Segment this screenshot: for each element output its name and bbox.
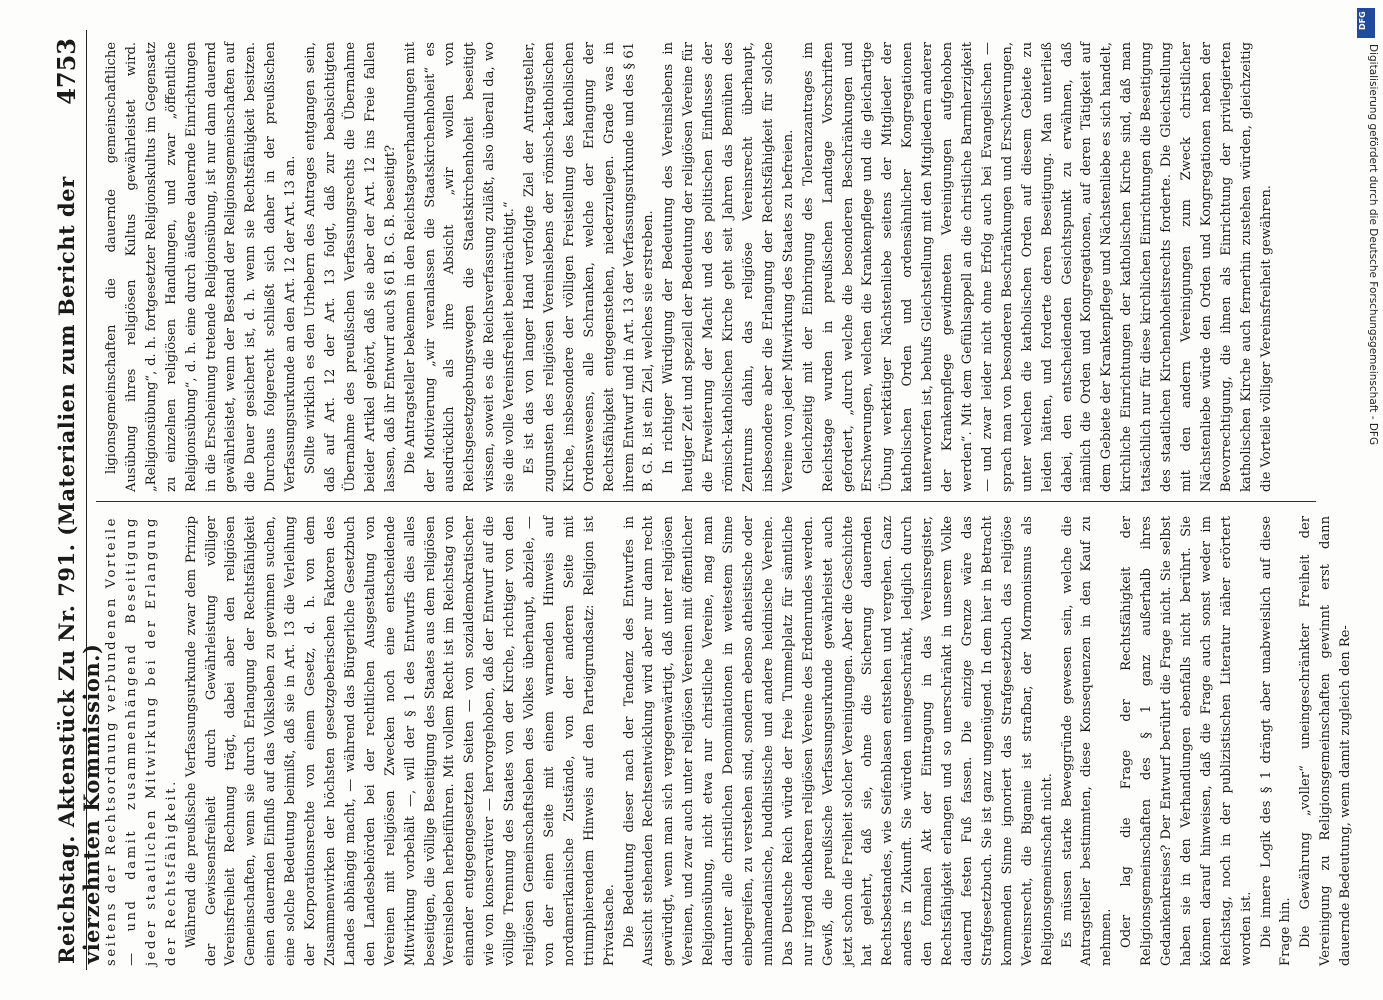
dfg-logo-text: DFG	[1358, 11, 1367, 30]
text-column-right	[102, 42, 1312, 492]
paragraph: seitens der Rechtsordnung verbundenen Vorteile — und damit zusammenhängend Beseitigung jeder staatlichen Mitwirkung bei der Erlangung der Rechtsfähigkeit.	[104, 516, 179, 966]
paragraph: ligionsgemeinschaften die dauernde gemeinschaftliche Ausübung ihres religiösen Kultus gewährleistet wird. „Religionsübung“, d. h. fortgesetzter Religionskultus im Gegensatz zu einzelnen religiösen Handlungen, und zwar „öffentliche Religionsübung“, d. h. eine durch äußere dauernde Einrichtungen in die Erscheinung tretende Religionsübung, ist nur dann dauernd gewährleistet, wenn der Bestand der Religionsgemeinschaften auf die Dauer gesichert ist, d. h. wenn sie Rechtsfähigkeit besitzen. Durchaus folgerecht schließt sich daher in der preußischen Verfassungsurkunde an den Art. 12 der Art. 13 an.	[104, 42, 299, 492]
page-number: 4753	[52, 38, 81, 105]
page-header	[48, 30, 104, 970]
paragraph: Die Antragsteller bekennen in den Reichstagsverhandlungen mit der Motivierung „wir veranlassen die Staatskirchenhoheit“ es ausdrücklich als ihre Absicht „wir wollen von Reichsgesetzgebungswegen die Staatskirchenhoheit beseitigt wissen, soweit es die Reichsverfassung zuläßt, also überall da, wo sie die volle Vereinsfreiheit beeinträchtigt.“	[402, 42, 518, 492]
paragraph: Es müssen starke Beweggründe gewesen sein, welche die Antragsteller bestimmten, diese Konsequenzen in den Kauf zu nehmen.	[1059, 516, 1115, 966]
document-page	[40, 30, 1354, 970]
paragraph: Die Gewährung „voller“ uneingeschränkter Freiheit der Vereinigung zu Religionsgemeinschaften gewinnt erst dann dauernde Bedeutung, wenn damit zugleich den Re-	[1298, 516, 1354, 966]
paragraph: Es ist das von langer Hand verfolgte Ziel der Antragsteller, zugunsten des religiösen Vereinslebens der römisch-katholischen Kirche, insbesondere der völligen Freistellung des katholischen Ordenswesens, alle Schranken, welche der Erlangung der Rechtsfähigkeit entgegenstehen, niederzulegen. Grade was in ihrem Entwurf und in Art. 13 der Verfassungsurkunde und des § 61 B. G. B. ist ein Ziel, welches sie erstreben.	[522, 42, 657, 492]
header-middle: (Materialien zum Bericht der vierzehnten Kommission.)	[54, 176, 104, 964]
paragraph: Während die preußische Verfassungsurkunde zwar dem Prinzip der Gewissensfreiheit durch Gewährleistung völliger Vereinsfreiheit Rechnung trägt, dabei aber den religiösen Gemeinschaften, wenn sie durch Erlangung der Rechtsfähigkeit einen dauernden Einfluß auf das Volksleben zu gewinnen suchen, eine solche Bedeutung beimißt, daß sie in Art. 13 die Verleihung der Korporationsrechte von einem Gesetz, d. h. von dem Zusammenwirken der höchsten gesetzgeberischen Faktoren des Landes abhängig macht, — während das Bürgerliche Gesetzbuch den Landesbehörden bei der rechtlichen Ausgestaltung von Vereinen mit religiösen Zwecken noch eine entscheidende Mitwirkung vorbehält —, will der § 1 des Entwurfs dies alles beseitigen, die völlige Beseitigung des Staates aus dem religiösen Vereinsleben herbeiführen. Mit vollem Recht ist im Reichstag von einander entgegengesetzten Seiten — von sozialdemokratischer wie von konservativer — hervorgehoben, daß der Entwurf auf die völlige Trennung des Staates von der Kirche, richtiger von den religiösen Gemeinschaftsleben des Volkes überhaupt, abziele, — von der einen Seite mit einem warnenden Hinweis auf nordamerikanische Zustände, von der anderen Seite mit triumphierendem Hinweis auf den Parteigrundsatz: Religion ist Privatsache.	[183, 516, 617, 966]
digitization-credit: Digitalisierung gefördert durch die Deutsche Forschungsgemeinschaft - DFG	[1367, 44, 1379, 446]
paragraph: Oder lag die Frage der Rechtsfähigkeit der Religionsgemeinschaften des § 1 ganz außerhalb ihres Gedankenkreises? Der Entwurf berührt die Frage nicht. Sie selbst haben sie in den Verhandlungen ebenfalls nicht berührt. Sie können darauf hinweisen, daß die Frage auch sonst weder im Reichstag, noch in der publizistischen Literatur näher erörtert worden ist.	[1119, 516, 1254, 966]
digitization-sidebar	[1353, 8, 1379, 992]
column-divider	[96, 501, 1316, 502]
paragraph: Die Bedeutung dieser nach der Tendenz des Entwurfes in Aussicht stehenden Rechtsentwicklung wird aber nur dann recht gewürdigt, wenn man sich vergegenwärtigt, daß unter religiösen Vereinen, und zwar auch unter religiösen Vereinen mit öffentlicher Religionsübung, nicht etwa nur christliche Vereine, mag man darunter alle christlichen Denominationen in weitestem Sinne einbegreifen, zu verstehen sind, sondern ebenso atheistische oder muhamedanische, buddhistische und andere heidnische Vereine. Das Deutsche Reich würde der freie Tummelplatz für sämtliche nur irgend denkbaren religiösen Vereine des Erdenrundes werden. Gewiß, die preußische Verfassungsurkunde gewährleistet auch jetzt schon die Freiheit solcher Vereinigungen. Aber die Geschichte hat gelehrt, daß sie, ohne die Sicherung dauernden Rechtsbestandes, wie Seifenblasen entstehen und vergehen. Ganz anders in Zukunft. Sie würden uneingeschränkt, lediglich durch den formalen Akt der Eintragung in das Vereinsregister, Rechtsfähigkeit erlangen und so unerschränkt in unserem Volke dauernd festen Fuß fassen. Die einzige Grenze wäre das Strafgesetzbuch. Sie ist ganz ungenügend. In dem hier in Betracht kommenden Sinne ignoriert das Strafgesetzbuch das religiöse Vereinsrecht, die Bigamie ist strafbar, der Mormonismus als Religionsgemeinschaft nicht.	[621, 516, 1055, 966]
header-title	[54, 30, 104, 964]
dfg-logo	[1357, 8, 1375, 38]
text-column-left	[102, 516, 1354, 966]
paragraph: In richtiger Würdigung der Bedeutung des Vereinslebens in heutiger Zeit und speziell der Bedeutung der religiösen Vereine für die Erweiterung der Macht und des politischen Einflusses der römisch-katholischen Kirche geht seit Jahren das Bemühen des Zentrums dahin, das religiöse Vereinsrecht überhaupt, insbesondere aber die Erlangung der Rechtsfähigkeit für solche Vereine von jeder Mitwirkung des Staates zu befreien.	[661, 42, 796, 492]
paragraph: Die innere Logik des § 1 drängt aber unabweislich auf diese Frage hin.	[1258, 516, 1294, 966]
paragraph: Gleichzeitig mit der Einbringung des Toleranzantrages im Reichstage wurden in preußischen Landtage Vorschriften gefordert, „durch welche die besonderen Beschränkungen und Erschwerungen, welchen die Krankenpflege und die gleichartige Übung werktätiger Nächstenliebe seitens der Mitglieder der katholischen Orden und ordensähnlicher Kongregationen unterworfen ist, behufs Gleichstellung mit den Mitgliedern anderer der Krankenpflege gewidmeten Vereinigungen aufgehoben werden“. Mit dem Gefühlsappell an die christliche Barmherzigkeit — und zwar leider nicht ohne Erfolg auch bei Evangelischen — sprach man von besonderen Beschränkungen und Erschwerungen, unter welchen die katholischen Orden auf diesem Gebiete zu leiden hätten, und forderte deren Beseitigung. Man unterließ dabei, den entscheidenden Gesichtspunkt zu erwähnen, daß nämlich die Orden und Kongregationen, auf deren Tätigkeit auf dem Gebiete der Krankenpflege und Nächstenliebe es sich handelt, kirchliche Einrichtungen der katholischen Kirche sind, daß man tatsächlich nur für diese kirchlichen Einrichtungen die Beseitigung des staatlichen Kirchenhoheitsrechts forderte. Die Gleichstellung mit den andern Vereinigungen zum Zweck christlicher Nächstenliebe würde den Orden und Kongregationen neben der Bevorrechtigung, die ihnen als Einrichtung der privilegierten katholischen Kirche auch fernerhin zustehen würden, gleichzeitig die Vorteile völliger Vereinsfreiheit gewähren.	[800, 42, 1274, 492]
paragraph: Sollte wirklich es den Urhebern des Antrages entgangen sein, daß auf Art. 12 der Art. 13 folgt, daß zur beabsichtigten Übernahme des preußischen Verfassungsrechts die Übernahme beider Artikel gehört, daß sie aber der Art. 12 ins Freie fallen lassen, daß ihr Entwurf auch § 61 B. G. B. beseitigt?	[303, 42, 398, 492]
header-left: Reichstag. Aktenstück Zu Nr. 791.	[54, 543, 79, 964]
